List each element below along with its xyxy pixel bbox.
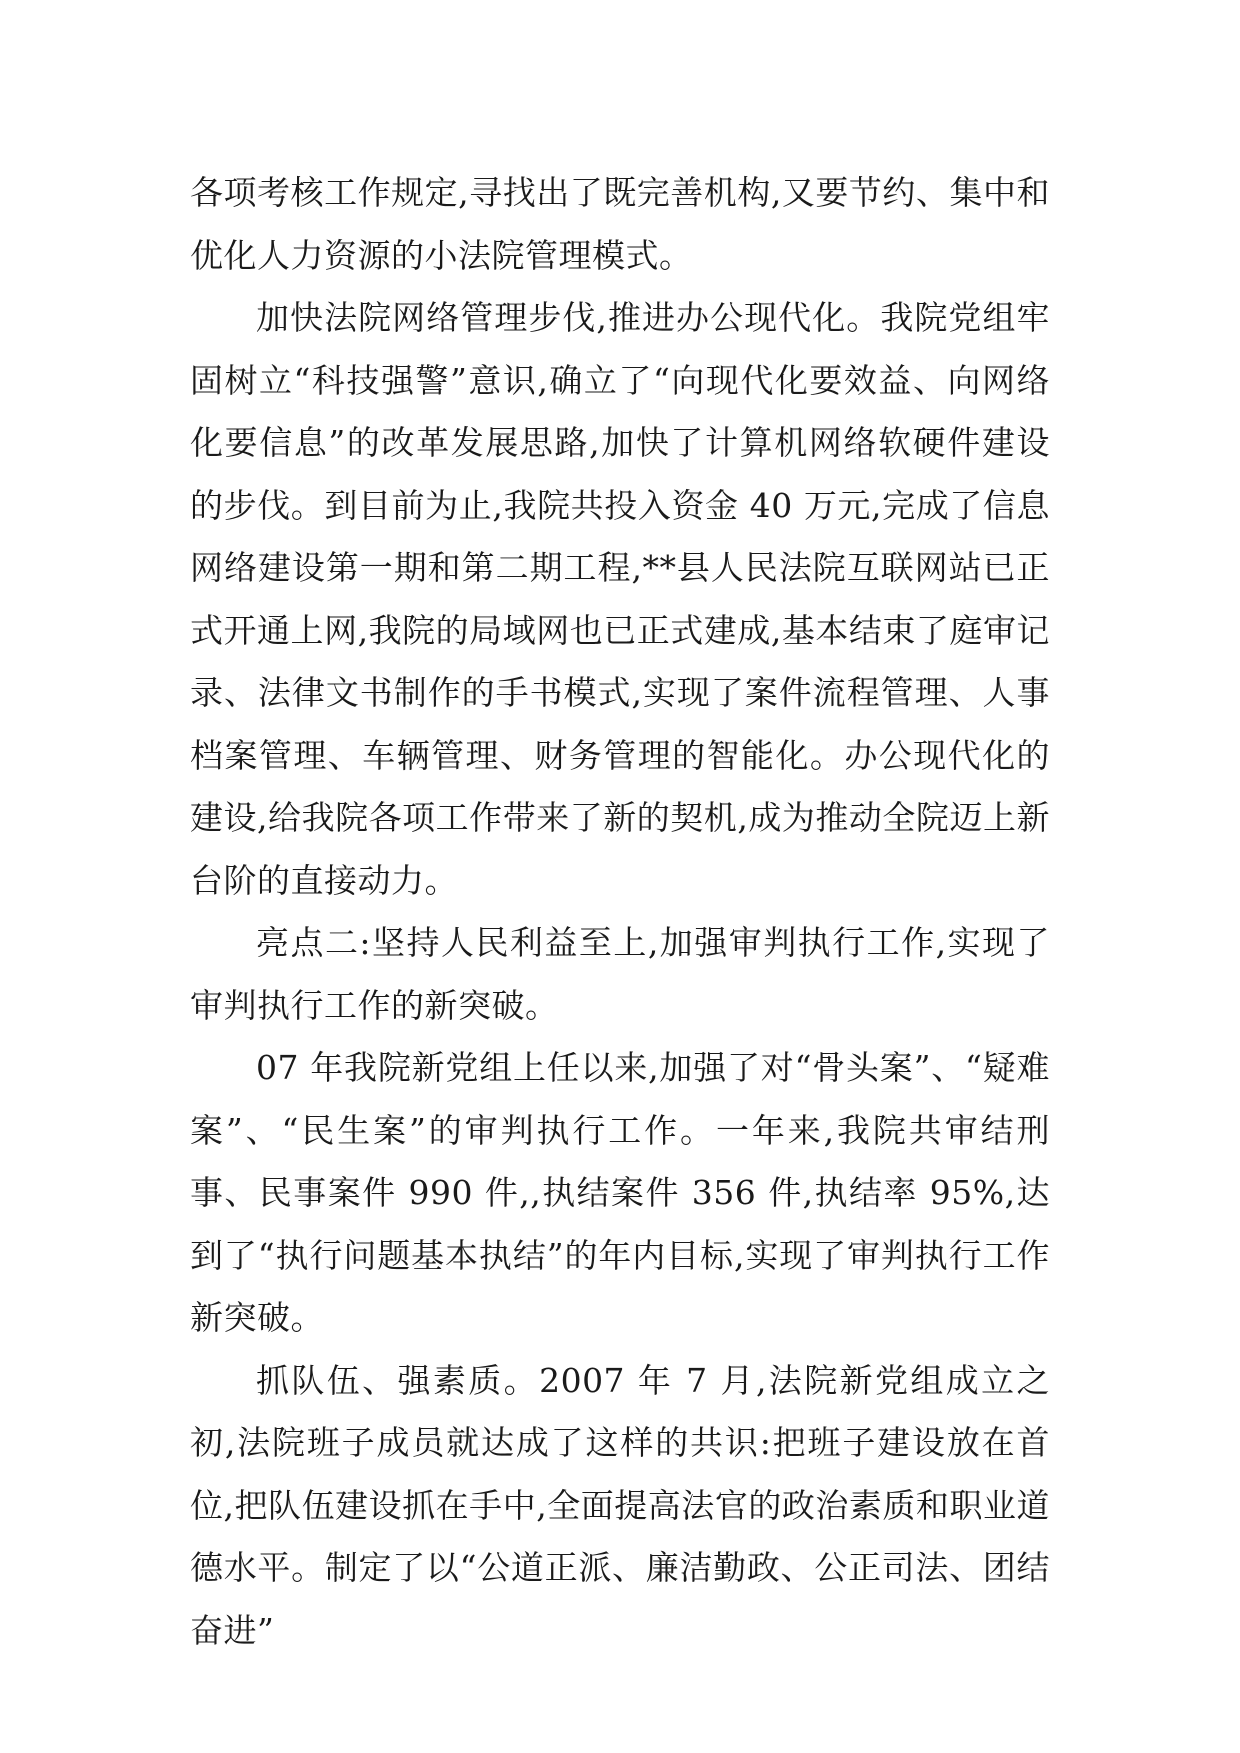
paragraph-2: 加快法院网络管理步伐,推进办公现代化。我院党组牢固树立“科技强警”意识,确立了“向现代化要效益、向网络化要信息”的改革发展思路,加快了计算机网络软硬件建设的步伐。到目前为止,我院共投入资金 40 万元,完成了信息网络建设第一期和第二期工程,**县人民法院互联网站已正式开通上网,我院的局域网也已正式建成,基本结束了庭审记录、法律文书制作的手书模式,实现了案件流程管理、人事档案管理、车辆管理、财务管理的智能化。办公现代化的建设,给我院各项工作带来了新的契机,成为推动全院迈上新台阶的直接动力。	[190, 298, 1050, 900]
document-body	[190, 162, 1050, 1662]
paragraph-3: 亮点二:坚持人民利益至上,加强审判执行工作,实现了审判执行工作的新突破。	[190, 923, 1050, 1025]
paragraph-5: 抓队伍、强素质。2007 年 7 月,法院新党组成立之初,法院班子成员就达成了这样的共识:把班子建设放在首位,把队伍建设抓在手中,全面提高法官的政治素质和职业道德水平。制定了以“公道正派、廉洁勤政、公正司法、团结奋进”	[190, 1360, 1050, 1650]
paragraph-1: 各项考核工作规定,寻找出了既完善机构,又要节约、集中和优化人力资源的小法院管理模式。	[190, 173, 1050, 275]
paragraph-4: 07 年我院新党组上任以来,加强了对“骨头案”、“疑难案”、“民生案”的审判执行工作。一年来,我院共审结刑事、民事案件 990 件,,执结案件 356 件,执结率 95%,达到了“执行问题基本执结”的年内目标,实现了审判执行工作新突破。	[190, 1048, 1050, 1337]
